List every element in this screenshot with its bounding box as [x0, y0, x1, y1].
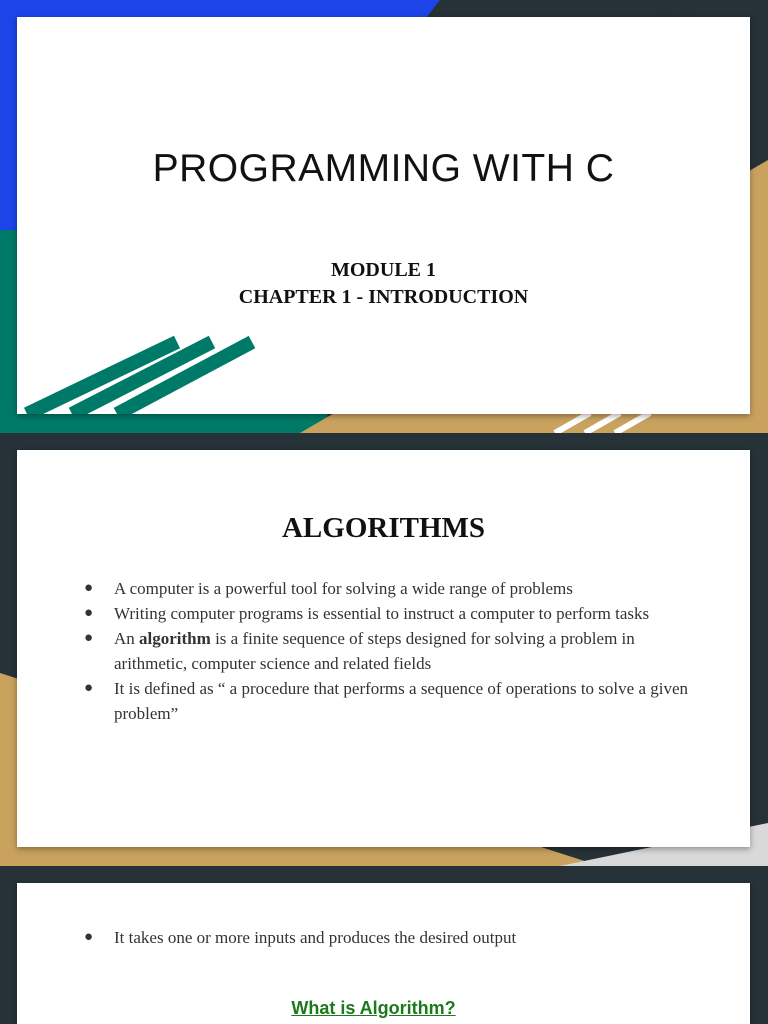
input-output-bullet-list	[84, 925, 694, 950]
what-is-algorithm-link[interactable]: What is Algorithm?	[291, 998, 456, 1018]
slide-3-card	[17, 883, 750, 1024]
slide-2-title: ALGORITHMS	[281, 512, 486, 544]
list-item	[84, 626, 694, 676]
list-item	[84, 925, 694, 950]
list-item	[84, 576, 694, 601]
list-item	[84, 676, 694, 726]
bullet-bold-term: algorithm	[139, 629, 211, 648]
slide-1-stripes	[17, 17, 750, 414]
module-label: MODULE 1	[331, 259, 436, 281]
bullet-icon: ●	[84, 929, 94, 945]
slide-1-card	[17, 17, 750, 414]
algorithm-bullet-list	[84, 576, 694, 726]
bullet-text: Writing computer programs is essential to instruct a computer to perform tasks	[114, 604, 650, 623]
bullet-text: It is defined as “ a procedure that performs a sequence of operations to solve a given problem”	[114, 679, 689, 723]
slide-1-subtitle	[17, 257, 750, 311]
bullet-text: A computer is a powerful tool for solving a wide range of problems	[114, 579, 573, 598]
slide-2-card	[17, 450, 750, 847]
list-item	[84, 601, 694, 626]
bullet-text: It takes one or more inputs and produces the desired output	[114, 928, 517, 947]
bullet-icon: ●	[84, 580, 94, 596]
chapter-label: CHAPTER 1 - INTRODUCTION	[238, 286, 529, 308]
bullet-text: An	[114, 629, 140, 648]
bullet-icon: ●	[84, 630, 94, 646]
bullet-icon: ●	[84, 680, 94, 696]
bullet-text-continued: is a finite sequence of steps designed for solving a problem in arithmetic, computer science and related fields	[114, 629, 635, 673]
slide-1-title: PROGRAMMING WITH C	[152, 147, 615, 190]
bullet-icon: ●	[84, 605, 94, 621]
